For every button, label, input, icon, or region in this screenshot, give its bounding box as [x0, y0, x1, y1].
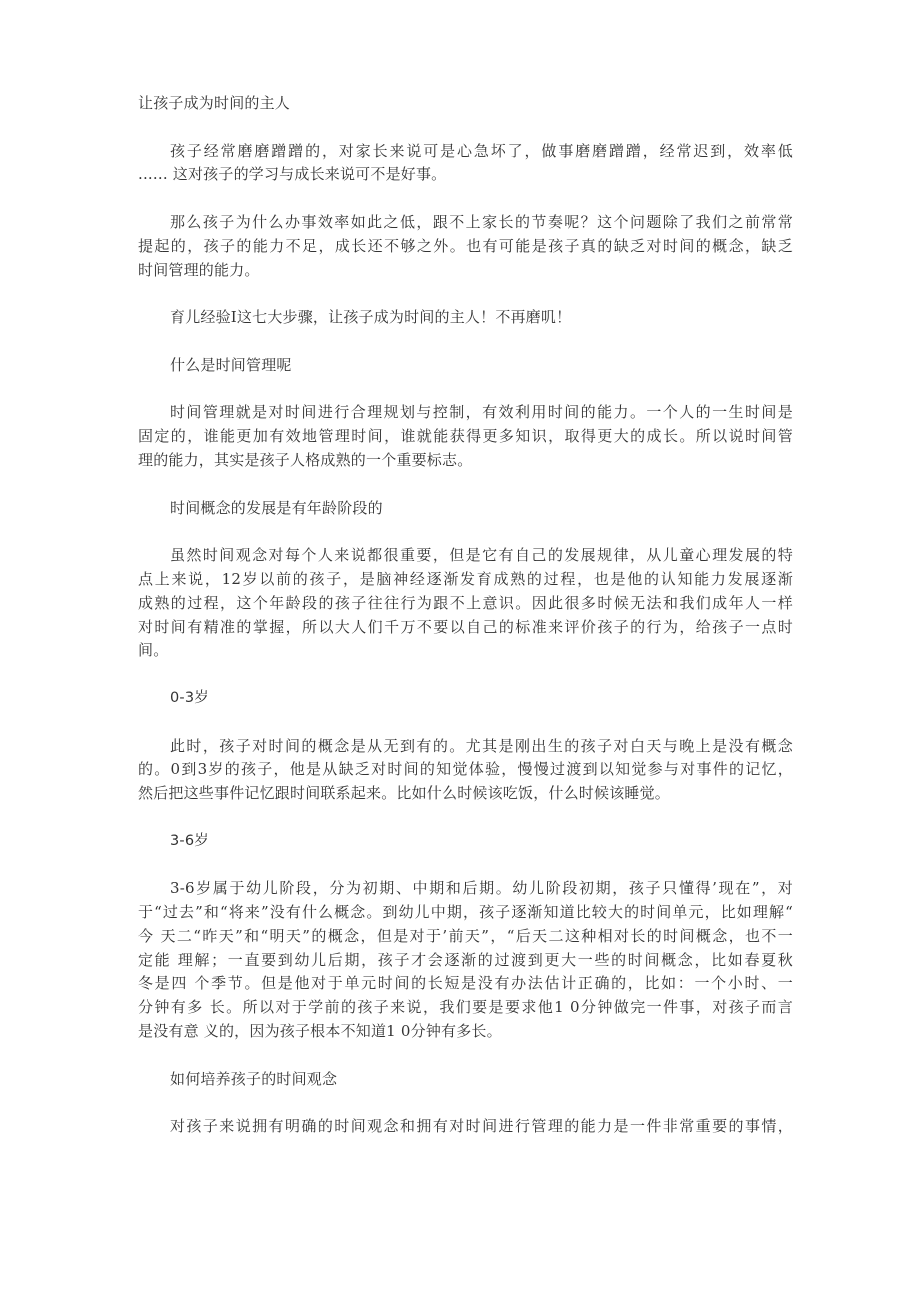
- paragraph-line: 那么孩子为什么办事效率如此之低，跟不上家长的节奏呢？这个问题除了我们之前常常: [170, 212, 793, 231]
- paragraph-line: 时间管理的能力。: [138, 260, 260, 279]
- section-heading-age-0-3: 0-3岁: [170, 689, 209, 706]
- paragraph-why-slow: [138, 211, 793, 282]
- paragraph-line: 分钟有多 长。所以对于学前的孩子来说，我们要是要求他1 0分钟做完一件事，对孩子而言: [138, 998, 793, 1017]
- paragraph-line: 孩子经常磨磨蹭蹭的，对家长来说可是心急坏了，做事磨磨蹭蹭，经常迟到，效率低: [170, 141, 793, 160]
- paragraph-development-rules: [138, 544, 793, 663]
- paragraph-line: 对时间有精准的掌握，所以大人们千万不要以自己的标准来评价孩子的行为，给孩子一点时: [138, 617, 793, 636]
- paragraph-line: 今 天二“昨天”和“明天”的概念，但是对于’前天”，“后天二这种相对长的时间概念，也不一: [138, 926, 793, 945]
- paragraph-seven-steps: 育儿经验I这七大步骤，让孩子成为时间的主人！不再磨叽！: [170, 308, 572, 327]
- paragraph-cultivate-intro: [138, 1115, 793, 1139]
- paragraph-lazy-children: [138, 140, 793, 188]
- paragraph-line: 的。0到3岁的孩子，他是从缺乏对时间的知觉体验，慢慢过渡到以知觉参与对事件的记忆，: [138, 760, 793, 779]
- paragraph-line: 时间管理就是对时间进行合理规划与控制，有效利用时间的能力。一个人的一生时间是: [170, 403, 793, 422]
- paragraph-line: 对孩子来说拥有明确的时间观念和拥有对时间进行管理的能力是一件非常重要的事情，: [170, 1117, 793, 1136]
- section-heading-age-3-6: 3-6岁: [170, 832, 209, 849]
- section-heading-what-is-time-management: 什么是时间管理呢: [170, 355, 292, 374]
- paragraph-age-3-6: [138, 877, 793, 1044]
- paragraph-line: 固定的，谁能更加有效地管理时间，谁就能获得更多知识，取得更大的成长。所以说时间管: [138, 427, 793, 446]
- paragraph-line: 3-6岁属于幼儿阶段，分为初期、中期和后期。幼儿阶段初期，孩子只懂得’现在”，对: [170, 879, 793, 898]
- section-heading-cultivate-time-concept: 如何培养孩子的时间观念: [170, 1069, 338, 1088]
- paragraph-age-0-3: [138, 735, 793, 806]
- paragraph-line: 定能 理解；一直要到幼儿后期，孩子才会逐渐的过渡到更大一些的时间概念，比如春夏秋: [138, 950, 793, 969]
- paragraph-line: 成熟的过程，这个年龄段的孩子往往行为跟不上意识。因此很多时候无法和我们成年人一样: [138, 593, 793, 612]
- paragraph-line: 此时，孩子对时间的概念是从无到有的。尤其是刚出生的孩子对白天与晚上是没有概念: [170, 736, 793, 755]
- paragraph-line: 虽然时间观念对每个人来说都很重要，但是它有自己的发展规律，从儿童心理发展的特: [170, 546, 793, 565]
- paragraph-line: 是没有意 义的，因为孩子根本不知道1 0分钟有多长。: [138, 1022, 502, 1041]
- paragraph-line: 于“过去”和“将来”没有什么概念。到幼儿中期，孩子逐渐知道比较大的时间单元，比如理解“: [138, 903, 793, 922]
- section-heading-age-stages: 时间概念的发展是有年龄阶段的: [170, 498, 383, 517]
- paragraph-line: 点上来说，12岁以前的孩子，是脑神经逐渐发育成熟的过程，也是他的认知能力发展逐渐: [138, 569, 793, 588]
- document-title: 让孩子成为时间的主人: [138, 94, 291, 112]
- paragraph-line: 提起的，孩子的能力不足，成长还不够之外。也有可能是孩子真的缺乏对时间的概念，缺乏: [138, 236, 793, 255]
- paragraph-line: 间。: [138, 641, 169, 660]
- paragraph-line: 冬是四 个季节。但是他对于单元时间的长短是没有办法估计正确的，比如：一个小时、一: [138, 974, 793, 993]
- paragraph-line: 然后把这些事件记忆跟时间联系起来。比如什么时候该吃饭，什么时候该睡觉。: [138, 784, 671, 803]
- paragraph-line: 理的能力，其实是孩子人格成熟的一个重要标志。: [138, 450, 473, 469]
- paragraph-line: ...... 这对孩子的学习与成长来说可不是好事。: [138, 165, 447, 184]
- paragraph-time-management-definition: [138, 401, 793, 472]
- document-page: [138, 92, 793, 1139]
